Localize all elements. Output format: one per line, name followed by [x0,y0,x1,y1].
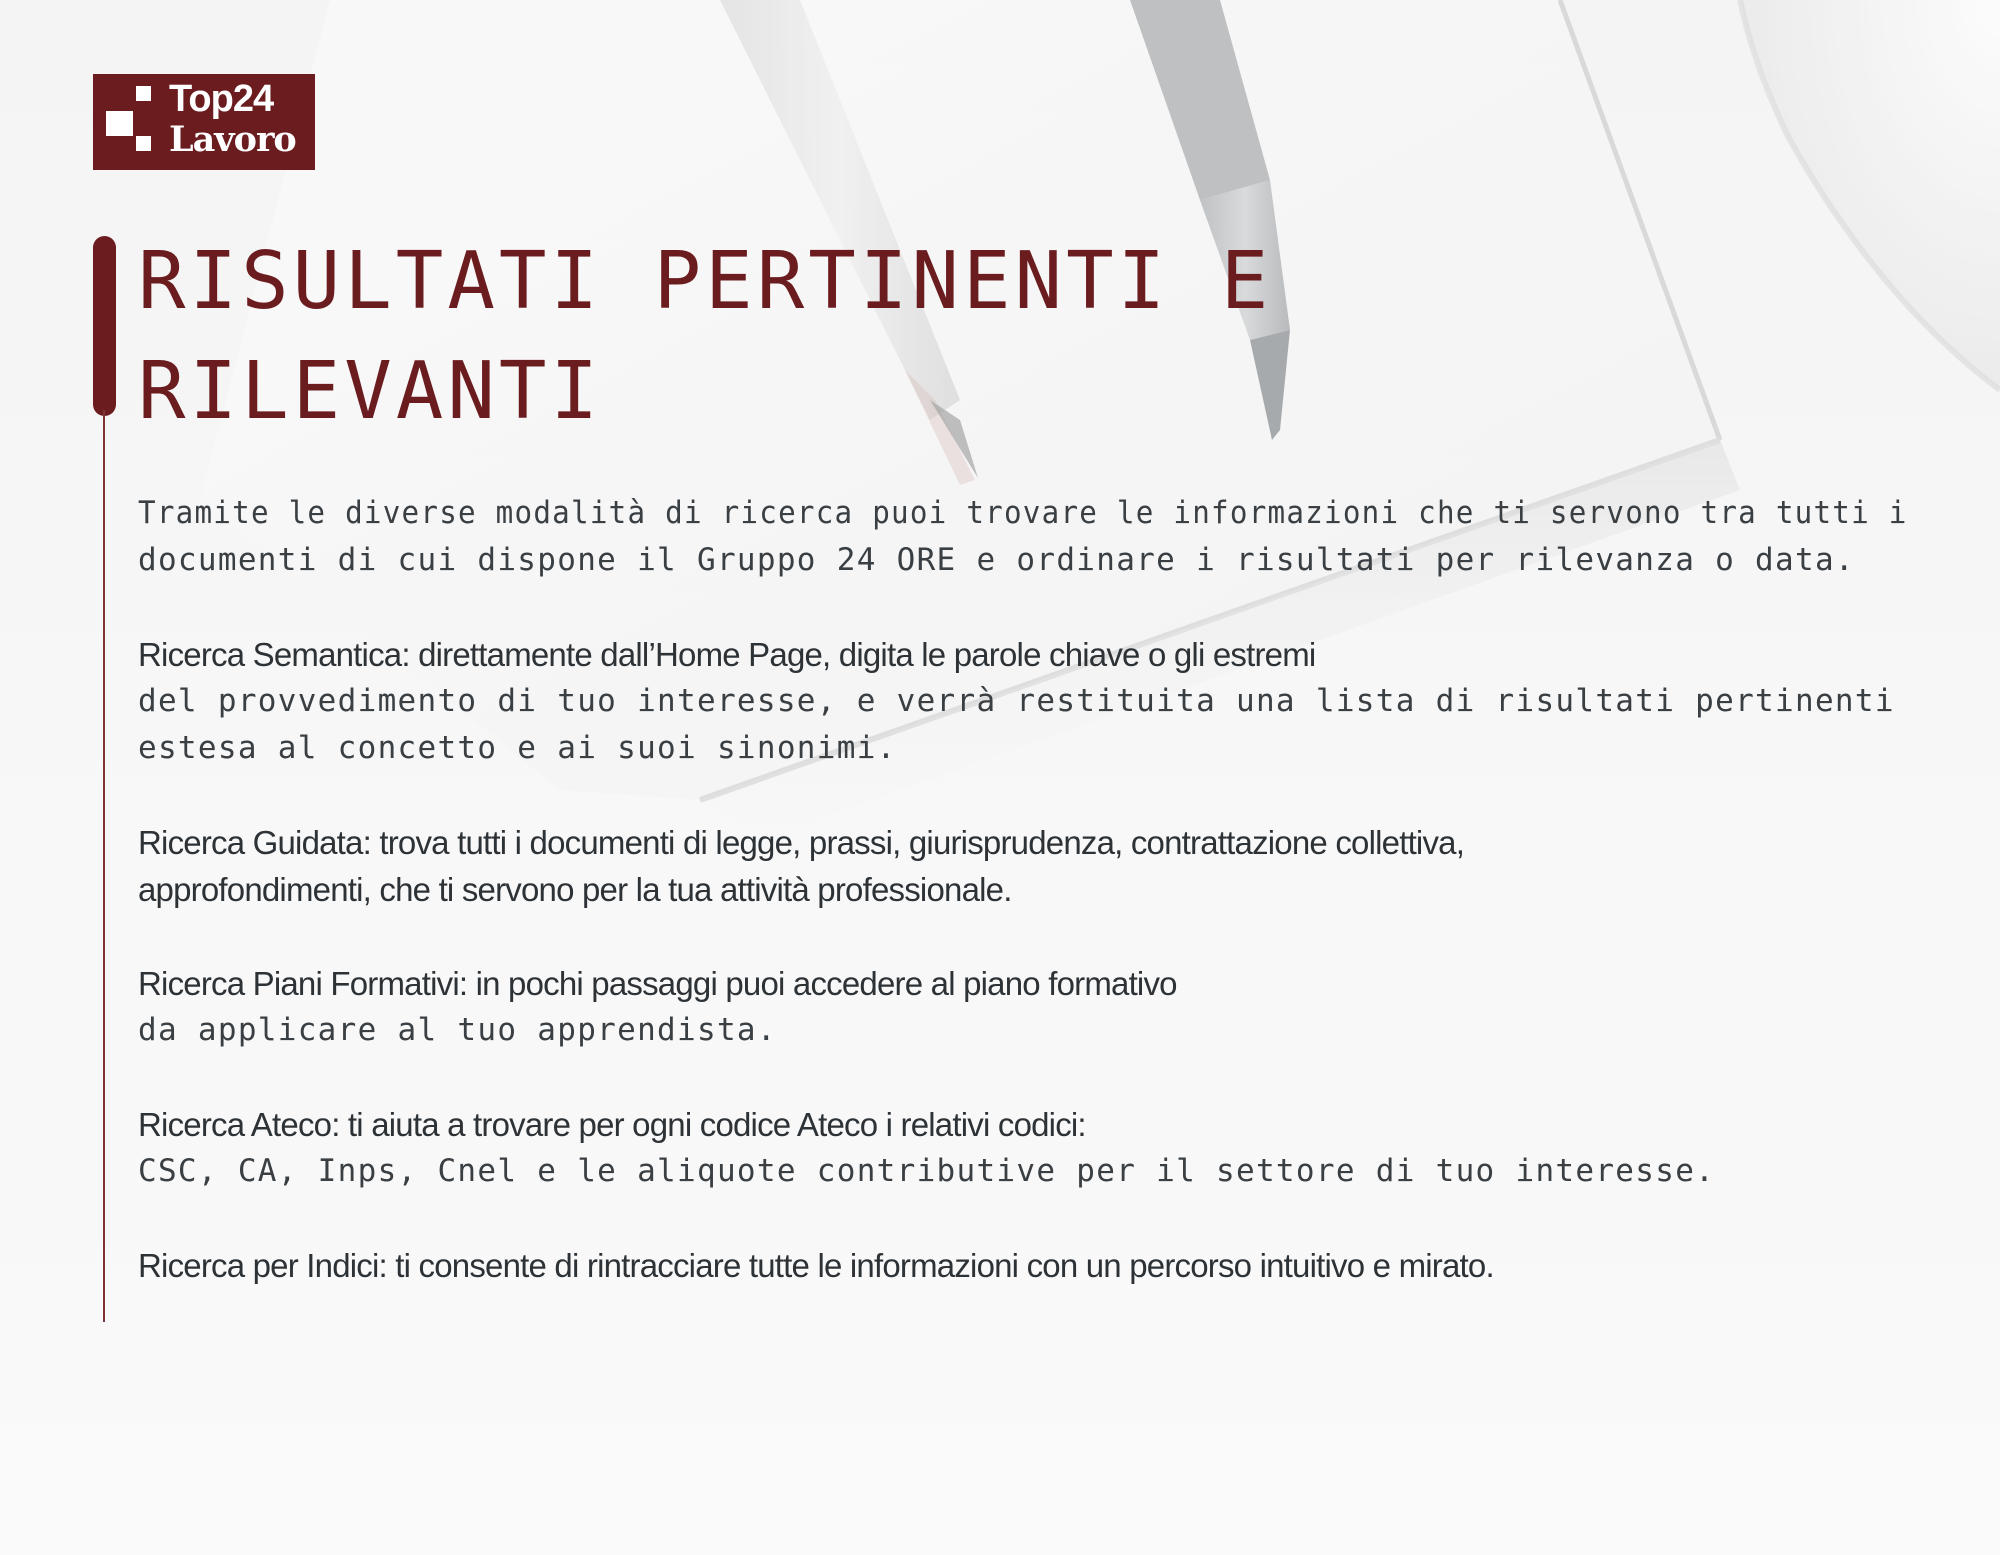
text-line: del provvedimento di tuo interesse, e verrà restituita una lista di risultati pertinenti [138,683,1895,719]
logo-text-lavoro: Lavoro [169,119,296,160]
text-line: estesa al concetto e ai suoi sinonimi. [138,730,897,766]
text-line: Tramite le diverse modalità di ricerca puoi trovare le informazioni che ti servono tra tutti i [138,495,1908,531]
logo-square-icon [136,136,151,151]
logo-square-icon [136,86,151,101]
logo-text-top24: Top24 [169,78,274,120]
text-line: Ricerca per Indici: ti consente di rintracciare tutte le informazioni con un percorso intuitivo e mirato. [138,1247,1494,1284]
text-line: da applicare al tuo apprendista. [138,1012,777,1048]
text-line: approfondimenti, che ti servono per la tua attività professionale. [138,871,1012,908]
intro-paragraph [138,490,1938,584]
content-body [138,490,1938,1336]
training-plans-search-paragraph [138,960,1938,1054]
top24-lavoro-logo [93,74,315,170]
semantic-search-paragraph [138,631,1938,772]
title-accent-bar [93,236,116,416]
ateco-search-paragraph [138,1101,1938,1195]
text-line: CSC, CA, Inps, Cnel e le aliquote contributive per il settore di tuo interesse. [138,1153,1716,1189]
page-title: RISULTATI PERTINENTI E RILEVANTI [138,235,1273,437]
text-line: Ricerca Ateco: ti aiuta a trovare per ogni codice Ateco i relativi codici: [138,1106,1086,1143]
text-line: Ricerca Piani Formativi: in pochi passaggi puoi accedere al piano formativo [138,965,1177,1002]
guided-search-paragraph [138,819,1938,913]
text-line: documenti di cui dispone il Gruppo 24 ORE e ordinare i risultati per rilevanza o data. [138,542,1855,578]
text-line: Ricerca Guidata: trova tutti i documenti di legge, prassi, giurisprudenza, contrattazione collettiva, [138,824,1465,861]
index-search-paragraph [138,1242,1938,1289]
content-vertical-rule [103,410,105,1322]
text-line: Ricerca Semantica: direttamente dall’Home Page, digita le parole chiave o gli estremi [138,636,1316,673]
logo-square-icon [106,111,133,136]
